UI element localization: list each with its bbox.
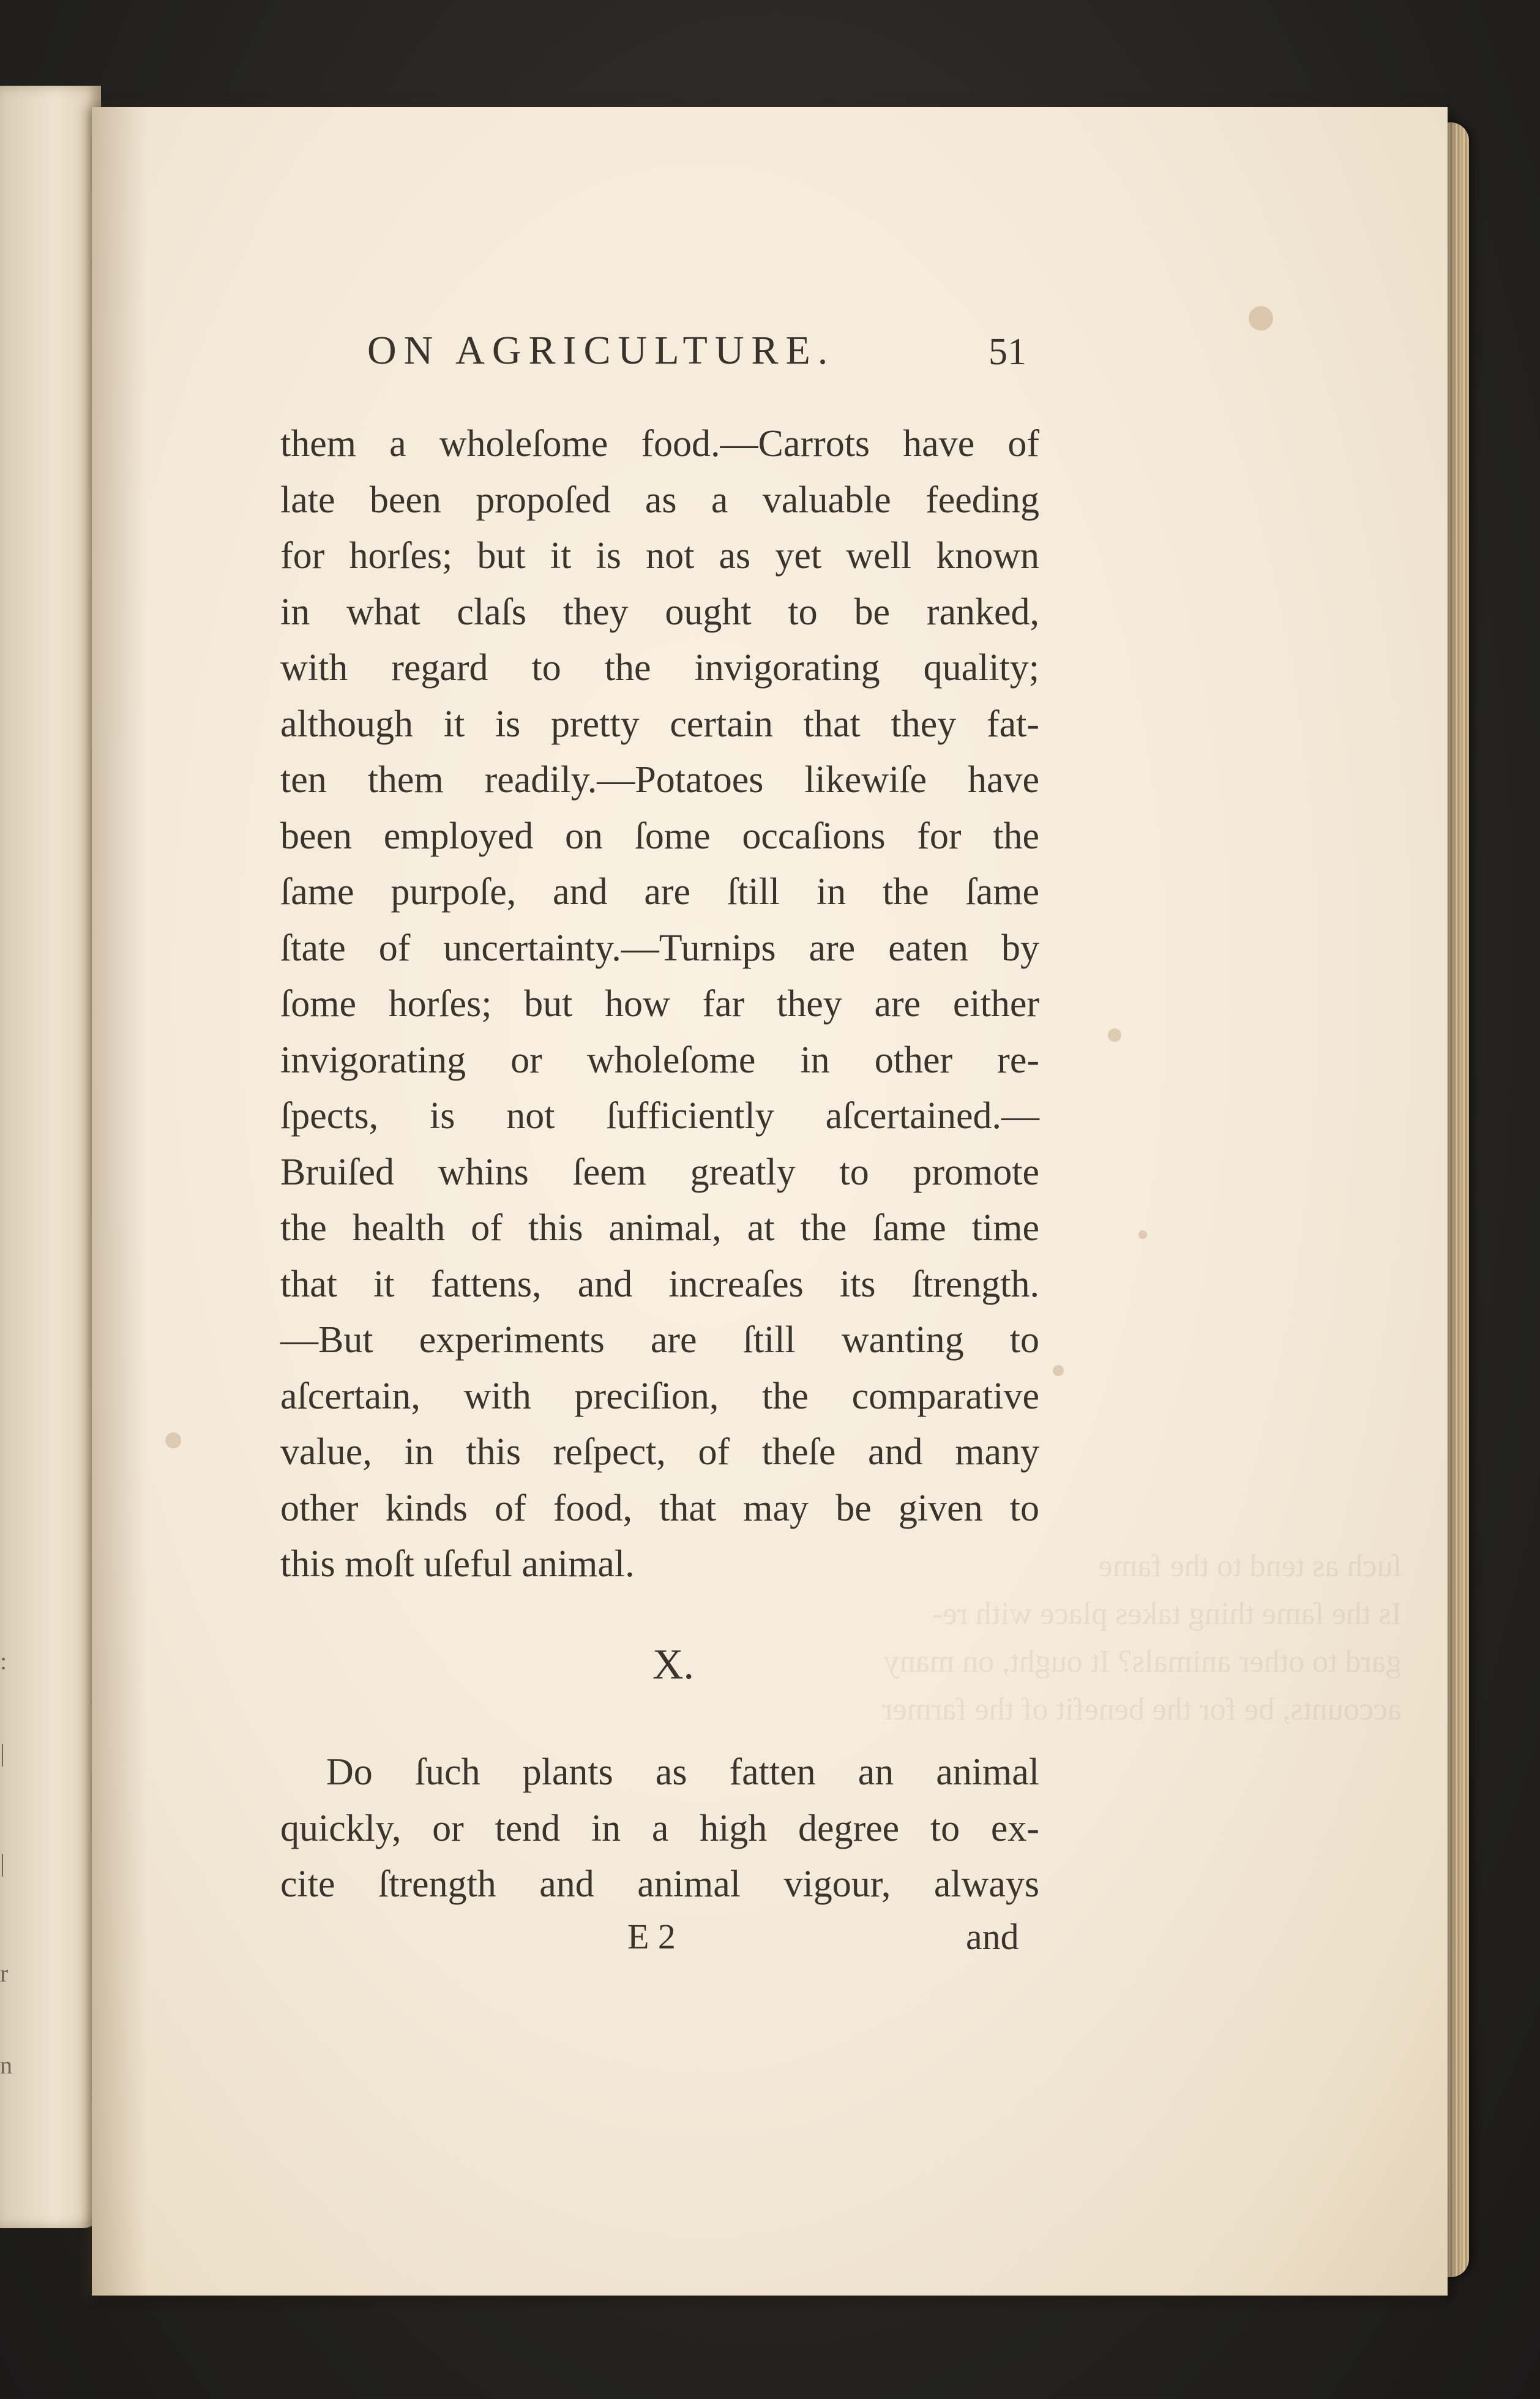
gutter-shadow	[92, 107, 147, 2296]
text-line: ten them readily.—Potatoes likewiſe have	[280, 759, 1039, 801]
page-number: 51	[989, 331, 1026, 373]
show-through-text: ſuch as tend to the fame Is the ſame thing takes place with re- gard to other animals? It ought, on many accounts, be for the benefit of the farmer	[882, 1549, 1402, 1727]
text-line: the health of this animal, at the ſame time	[280, 1207, 1039, 1249]
catchword: and	[966, 1917, 1019, 1957]
text-line: although it is pretty certain that they fat-	[280, 703, 1039, 745]
foxing-spot	[1138, 1230, 1147, 1239]
text-line: value, in this reſpect, of theſe and many	[280, 1431, 1039, 1473]
text-line: ſpects, is not ſufficiently aſcertained.—	[280, 1095, 1039, 1137]
section-text	[280, 1745, 1039, 1913]
text-line: quickly, or tend in a high degree to ex-	[280, 1807, 1039, 1849]
signature-mark: E 2	[627, 1917, 676, 1956]
text-line: —But experiments are ſtill wanting to	[280, 1319, 1039, 1361]
running-head: ON AGRICULTURE.	[367, 328, 835, 373]
facing-page-edge	[0, 86, 101, 2228]
text-line: cite ſtrength and animal vigour, always	[280, 1863, 1039, 1905]
text-line: that it fattens, and increaſes its ſtrength.	[280, 1263, 1039, 1305]
body-text	[280, 416, 1039, 1593]
text-line: ſome horſes; but how far they are either	[280, 983, 1039, 1025]
text-line: aſcertain, with preciſion, the comparative	[280, 1375, 1039, 1417]
facing-page-glyph: |	[0, 1739, 6, 1767]
text-line: invigorating or wholeſome in other re-	[280, 1039, 1039, 1081]
foxing-spot	[1249, 306, 1273, 331]
foxing-spot	[1108, 1028, 1121, 1042]
text-line: with regard to the invigorating quality;	[280, 647, 1039, 689]
text-line: been employed on ſome occaſions for the	[280, 815, 1039, 857]
text-line: ſame purpoſe, and are ſtill in the ſame	[280, 871, 1039, 913]
text-line: Do ſuch plants as fatten an animal	[326, 1751, 1039, 1793]
text-line: Bruiſed whins ſeem greatly to promote	[280, 1151, 1039, 1193]
text-line: this moſt uſeful animal.	[280, 1543, 635, 1585]
text-line: in what claſs they ought to be ranked,	[280, 591, 1039, 633]
facing-page-glyph: |	[0, 1849, 6, 1877]
text-line: for horſes; but it is not as yet well known	[280, 535, 1039, 577]
text-line: other kinds of food, that may be given to	[280, 1487, 1039, 1529]
facing-page-glyph: r	[0, 1959, 9, 1987]
foxing-spot	[1053, 1365, 1064, 1376]
text-line: them a wholeſome food.—Carrots have of	[280, 423, 1039, 465]
text-line: late been propoſed as a valuable feeding	[280, 479, 1039, 521]
foxing-spot	[165, 1432, 181, 1448]
facing-page-glyph: n	[0, 2051, 12, 2079]
section-heading: X.	[652, 1641, 695, 1688]
text-line: ſtate of uncertainty.—Turnips are eaten by	[280, 927, 1039, 969]
facing-page-glyph: :	[0, 1647, 7, 1675]
